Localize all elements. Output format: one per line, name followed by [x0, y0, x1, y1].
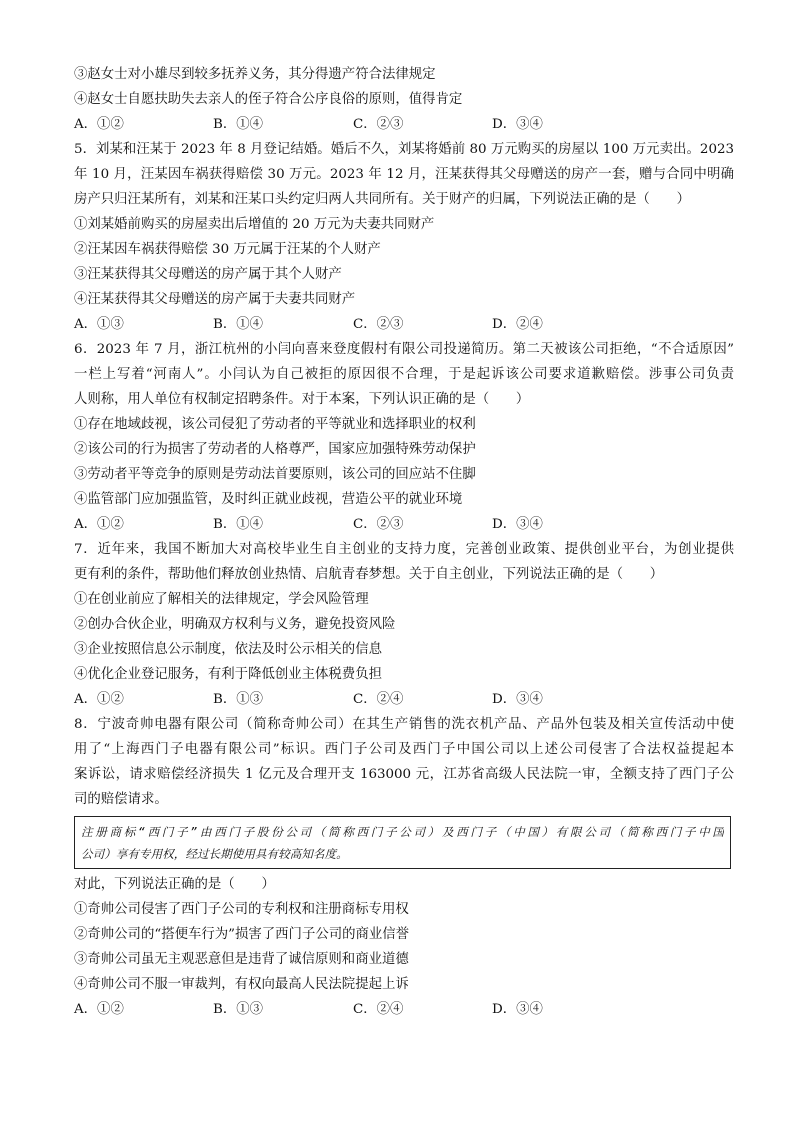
statement-3: ③劳动者平等竞争的原则是劳动法首要原则，该公司的回应站不住脚	[74, 467, 476, 482]
question-stem-line: 8．宁波奇帅电器有限公司（简称奇帅公司）在其生产销售的洗衣机产品、产品外包装及相关宣传活动中使	[74, 717, 734, 732]
statement-1: ①刘某婚前购买的房屋卖出后增值的 20 万元为夫妻共同财产	[74, 217, 435, 232]
option-d[interactable]: D．③④	[492, 1002, 543, 1017]
option-b[interactable]: B．①③	[213, 692, 264, 707]
option-a[interactable]: A．①②	[74, 117, 124, 132]
question-stem-line: 司的赔偿请求。	[74, 792, 168, 807]
answer-options	[74, 112, 734, 137]
question-stem-line: 用了“上海西门子电器有限公司”标识。西门子公司及西门子中国公司以上述公司侵害了合法权益提起本	[74, 742, 734, 757]
question-5	[74, 137, 734, 337]
statement-3: ③企业按照信息公示制度，依法及时公示相关的信息	[74, 642, 382, 657]
option-c[interactable]: C．②③	[353, 117, 404, 132]
question-8	[74, 712, 734, 1022]
question-prompt: 对此，下列说法正确的是（ ）	[74, 877, 275, 892]
statement-3: ③赵女士对小雄尽到较多抚养义务，其分得遗产符合法律规定	[74, 67, 436, 82]
option-a[interactable]: A．①②	[74, 1002, 124, 1017]
question-stem-line: 6．2023 年 7 月，浙江杭州的小闫向喜来登度假村有限公司投递简历。第二天被该公司拒绝，“不合适原因”	[74, 342, 734, 357]
option-a[interactable]: A．①③	[74, 317, 124, 332]
statement-1: ①奇帅公司侵害了西门子公司的专利权和注册商标专用权	[74, 902, 409, 917]
option-d[interactable]: D．③④	[492, 692, 543, 707]
statement-1: ①在创业前应了解相关的法律规定，学会风险管理	[74, 592, 369, 607]
statement-2: ②汪某因车祸获得赔偿 30 万元属于汪某的个人财产	[74, 242, 381, 257]
option-a[interactable]: A．①②	[74, 517, 124, 532]
question-stem-line: 更有利的条件，帮助他们释放创业热情、启航青春梦想。关于自主创业，下列说法正确的是（ ）	[74, 567, 664, 582]
question-stem-line: 7．近年来，我国不断加大对高校毕业生自主创业的支持力度，完善创业政策、提供创业平台，为创业提供	[74, 542, 734, 557]
statement-3: ③汪某获得其父母赠送的房产属于其个人财产	[74, 267, 342, 282]
option-c[interactable]: C．②③	[353, 317, 404, 332]
statement-4: ④优化企业登记服务，有利于降低创业主体税费负担	[74, 667, 382, 682]
statement-3: ③奇帅公司虽无主观恶意但是违背了诚信原则和商业道德	[74, 952, 409, 967]
statement-2: ②奇帅公司的“搭便车行为”损害了西门子公司的商业信誉	[74, 927, 410, 942]
answer-options	[74, 312, 734, 337]
statement-2: ②该公司的行为损害了劳动者的人格尊严，国家应加强特殊劳动保护	[74, 442, 476, 457]
question-stem-line: 人则称，用人单位有权制定招聘条件。对于本案，下列认识正确的是（ ）	[74, 392, 530, 407]
statement-4: ④汪某获得其父母赠送的房产属于夫妻共同财产	[74, 292, 356, 307]
question-7	[74, 537, 734, 712]
page-content	[74, 62, 734, 1022]
answer-options	[74, 512, 734, 537]
option-b[interactable]: B．①④	[213, 117, 264, 132]
note-line: 注册商标“西门子”由西门子股份公司（简称西门子公司）及西门子（中国）有限公司（简称西门子中国	[81, 825, 724, 839]
statement-4: ④监管部门应加强监管，及时纠正就业歧视，营造公平的就业环境	[74, 492, 463, 507]
answer-options	[74, 687, 734, 712]
option-d[interactable]: D．③④	[492, 117, 543, 132]
question-stem-line: 一栏上写着“河南人”。小闫认为自己被拒的原因很不合理，于是起诉该公司要求道歉赔偿。涉事公司负责	[74, 367, 734, 382]
option-c[interactable]: C．②④	[353, 1002, 404, 1017]
question-stem-line: 案诉讼，请求赔偿经济损失 1 亿元及合理开支 163000 元，江苏省高级人民法院一审，全额支持了西门子公	[74, 767, 734, 782]
statement-4: ④赵女士自愿扶助失去亲人的侄子符合公序良俗的原则，值得肯定	[74, 92, 463, 107]
option-d[interactable]: D．③④	[492, 517, 543, 532]
statement-1: ①存在地域歧视，该公司侵犯了劳动者的平等就业和选择职业的权利	[74, 417, 476, 432]
option-b[interactable]: B．①③	[213, 1002, 264, 1017]
question-stem-line: 年 10 月，汪某因车祸获得赔偿 30 万元。2023 年 12 月，汪某获得其父母赠送的房产一套，赠与合同中明确	[74, 167, 734, 182]
question-stem-line: 房产只归汪某所有，刘某和汪某口头约定归两人共同所有。关于财产的归属，下列说法正确的是（ ）	[74, 192, 690, 207]
statement-4: ④奇帅公司不服一审裁判，有权向最高人民法院提起上诉	[74, 977, 409, 992]
option-d[interactable]: D．②④	[492, 317, 543, 332]
option-b[interactable]: B．①④	[213, 317, 264, 332]
question-4	[74, 62, 734, 137]
question-stem-line: 5．刘某和汪某于 2023 年 8 月登记结婚。婚后不久，刘某将婚前 80 万元购买的房屋以 100 万元卖出。2023	[74, 142, 734, 157]
answer-options	[74, 997, 734, 1022]
option-c[interactable]: C．②④	[353, 692, 404, 707]
option-b[interactable]: B．①④	[213, 517, 264, 532]
material-note-box	[74, 816, 731, 869]
question-6	[74, 337, 734, 537]
option-c[interactable]: C．②③	[353, 517, 404, 532]
note-line: 公司）享有专用权，经过长期使用具有较高知名度。	[81, 847, 348, 861]
option-a[interactable]: A．①②	[74, 692, 124, 707]
statement-2: ②创办合伙企业，明确双方权利与义务，避免投资风险	[74, 617, 396, 632]
